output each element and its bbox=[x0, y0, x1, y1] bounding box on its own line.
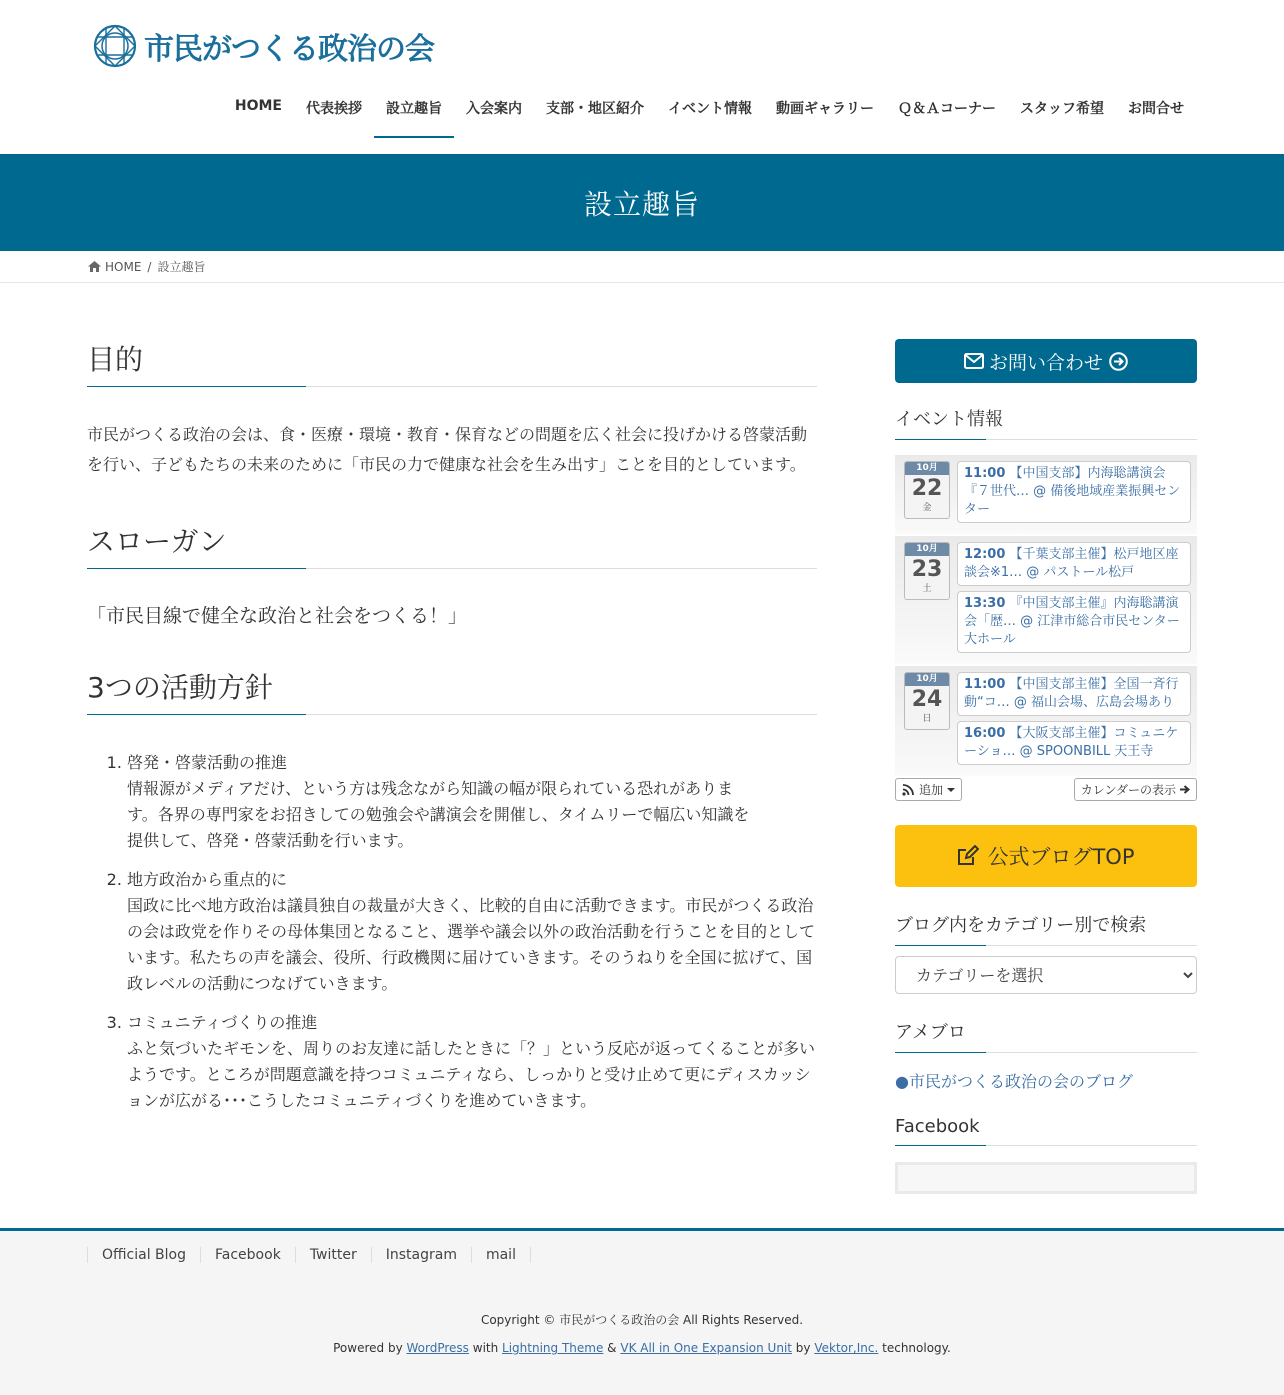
purpose-heading: 目的 bbox=[87, 338, 817, 387]
date-weekday: 金 bbox=[922, 503, 932, 513]
event-item[interactable] bbox=[957, 591, 1191, 653]
powered-text: by bbox=[791, 1341, 815, 1355]
envelope-icon bbox=[964, 353, 984, 369]
nav-item-home[interactable]: HOME bbox=[234, 98, 282, 114]
nav-item-qa[interactable]: Ｑ＆Ａコーナー bbox=[898, 101, 996, 117]
date-month: 10月 bbox=[905, 543, 949, 556]
nav-item-join[interactable]: 入会案内 bbox=[466, 101, 522, 117]
logo-text: 市民がつくる政治の会 bbox=[144, 32, 434, 67]
policy-item bbox=[127, 750, 817, 854]
date-box bbox=[904, 542, 950, 600]
powered-text: technology. bbox=[878, 1341, 951, 1355]
event-day bbox=[895, 455, 1197, 534]
site-header bbox=[0, 0, 1284, 154]
event-time: 12:00 bbox=[964, 547, 1006, 562]
event-calendar bbox=[895, 455, 1197, 801]
event-time: 13:30 bbox=[964, 596, 1006, 611]
policy-heading: 3つの活動方針 bbox=[87, 666, 817, 715]
date-month: 10月 bbox=[905, 673, 949, 686]
event-time: 11:00 bbox=[964, 677, 1006, 692]
caret-down-icon bbox=[947, 787, 955, 793]
powered-text: & bbox=[603, 1341, 621, 1355]
page-header bbox=[0, 154, 1284, 251]
contact-button-label: お問い合わせ bbox=[988, 351, 1103, 374]
breadcrumb bbox=[0, 251, 1284, 283]
facebook-widget-title: Facebook bbox=[895, 1116, 1197, 1146]
event-item[interactable] bbox=[957, 672, 1191, 716]
ameblo-widget-title: アメブロ bbox=[895, 1018, 1197, 1053]
lightning-theme-link[interactable]: Lightning Theme bbox=[502, 1341, 604, 1355]
event-text: 『中国支部主催』内海聡講演会「歴… @ 江津市総合市民センター大ホール bbox=[964, 596, 1180, 647]
page-title: 設立趣旨 bbox=[583, 187, 700, 221]
purpose-text: 市民がつくる政治の会は、食・医療・環境・教育・保育などの問題を広く社会に投げかける啓蒙活動を行い、子どもたちの未来のために「市民の力で健康な社会を生み出す」ことを目的としています。 bbox=[87, 425, 808, 474]
add-feed-button[interactable] bbox=[895, 778, 962, 801]
event-list bbox=[957, 542, 1191, 658]
nav-item-events[interactable]: イベント情報 bbox=[668, 101, 752, 117]
event-text: 【千葉支部主催】松戸地区座談会※1… @ パストール松戸 bbox=[964, 547, 1179, 580]
event-item[interactable] bbox=[957, 542, 1191, 586]
event-time: 11:00 bbox=[964, 466, 1006, 481]
nav-item-branches[interactable]: 支部・地区紹介 bbox=[546, 101, 644, 117]
site-logo[interactable] bbox=[92, 22, 434, 70]
policy-item bbox=[127, 867, 817, 997]
event-text: 【中国支部主催】全国一斉行動“コ… @ 福山会場、広島会場あり bbox=[964, 677, 1179, 710]
nav-item-greeting[interactable]: 代表挨拶 bbox=[306, 101, 362, 117]
date-day: 22 bbox=[911, 476, 943, 501]
event-list bbox=[957, 461, 1191, 528]
official-blog-button[interactable] bbox=[895, 825, 1197, 887]
vk-expansion-link[interactable]: VK All in One Expansion Unit bbox=[620, 1341, 792, 1355]
sidebar bbox=[895, 339, 1197, 1194]
category-select[interactable] bbox=[895, 956, 1197, 994]
event-text: 【大阪支部主催】コミュニケーショ… @ SPOONBILL 天王寺 bbox=[964, 726, 1179, 759]
show-calendar-button[interactable] bbox=[1074, 778, 1197, 801]
arrow-right-icon bbox=[1179, 784, 1190, 795]
event-list bbox=[957, 672, 1191, 770]
date-box bbox=[904, 672, 950, 730]
policy-item-heading: 3. コミュニティづくりの推進 bbox=[127, 1013, 318, 1032]
event-day bbox=[895, 536, 1197, 664]
date-day: 24 bbox=[911, 687, 943, 712]
slogan-text: 「市民目線で健全な政治と社会をつくる！」 bbox=[87, 605, 468, 627]
footer-link-blog[interactable]: Official Blog bbox=[87, 1247, 200, 1263]
nav-item-staff[interactable]: スタッフ希望 bbox=[1020, 101, 1104, 117]
policy-list bbox=[87, 750, 817, 1114]
breadcrumb-home[interactable]: HOME bbox=[105, 259, 142, 274]
footer-link-twitter[interactable]: Twitter bbox=[295, 1247, 371, 1263]
powered-by bbox=[0, 1341, 1284, 1355]
contact-button[interactable] bbox=[895, 339, 1197, 383]
event-item[interactable] bbox=[957, 721, 1191, 765]
official-blog-label: 公式ブログTOP bbox=[987, 845, 1135, 869]
wordpress-link[interactable]: WordPress bbox=[406, 1341, 469, 1355]
add-feed-label: 追加 bbox=[919, 783, 944, 797]
main-content bbox=[87, 338, 817, 1127]
event-day bbox=[895, 666, 1197, 776]
show-calendar-label: カレンダーの表示 bbox=[1080, 783, 1176, 797]
date-weekday: 土 bbox=[922, 584, 932, 594]
nav-item-purpose[interactable]: 設立趣旨 bbox=[374, 86, 454, 138]
vektor-link[interactable]: Vektor,Inc. bbox=[814, 1341, 879, 1355]
global-nav bbox=[223, 86, 1196, 138]
event-time: 16:00 bbox=[964, 726, 1006, 741]
site-footer bbox=[0, 1228, 1284, 1395]
breadcrumb-separator: / bbox=[147, 259, 152, 274]
policy-item-heading: 2. 地方政治から重点的に bbox=[127, 870, 288, 889]
category-widget-title: ブログ内をカテゴリー別で検索 bbox=[895, 911, 1197, 946]
events-widget-title: イベント情報 bbox=[895, 405, 1197, 440]
powered-text: with bbox=[468, 1341, 503, 1355]
breadcrumb-current: 設立趣旨 bbox=[157, 260, 206, 274]
calendar-tools bbox=[895, 778, 1197, 801]
date-box bbox=[904, 461, 950, 519]
footer-nav bbox=[87, 1247, 1284, 1263]
footer-link-mail[interactable]: mail bbox=[471, 1247, 531, 1263]
slogan-heading: スローガン bbox=[87, 520, 817, 569]
event-text: 【中国支部】内海聡講演会『７世代… @ 備後地域産業振興センター bbox=[964, 466, 1181, 517]
policy-item-body: ふと気づいたギモンを、周りのお友達に話したときに「？」という反応が返ってくることが多いようです。ところが問題意識を持つコミュニティなら、しっかりと受け止めて更にディスカッションが広がる･･･こうしたコミュニティづくりを進めていきます。 bbox=[127, 1039, 816, 1110]
policy-item bbox=[127, 1010, 817, 1114]
rss-icon bbox=[902, 784, 914, 796]
home-icon bbox=[88, 261, 101, 272]
footer-link-instagram[interactable]: Instagram bbox=[371, 1247, 471, 1263]
arrow-circle-right-icon bbox=[1109, 352, 1128, 371]
date-month: 10月 bbox=[905, 462, 949, 475]
nav-item-videos[interactable]: 動画ギャラリー bbox=[776, 101, 874, 117]
ameblo-link[interactable]: ●市民がつくる政治の会のブログ bbox=[895, 1072, 1133, 1091]
edit-icon bbox=[957, 845, 979, 867]
footer-link-facebook[interactable]: Facebook bbox=[200, 1247, 295, 1263]
facebook-embed bbox=[895, 1162, 1197, 1194]
copyright: Copyright © 市民がつくる政治の会 All Rights Reserved. bbox=[480, 1313, 804, 1327]
powered-text: Powered by bbox=[333, 1341, 407, 1355]
policy-item-heading: 1. 啓発・啓蒙活動の推進 bbox=[127, 753, 288, 772]
date-weekday: 日 bbox=[922, 714, 932, 724]
logo-icon bbox=[92, 23, 138, 69]
policy-item-body: 情報源がメディアだけ、という方は残念ながら知識の幅が限られている恐れがあります。各界の専門家をお招きしての勉強会や講演会を開催し、タイムリーで幅広い知識を提供して、啓発・啓蒙活動を行います。 bbox=[127, 779, 750, 850]
policy-item-body: 国政に比べ地方政治は議員独自の裁量が大きく、比較的自由に活動できます。市民がつくる政治の会は政党を作りその母体集団となること、選挙や議会以外の政治活動を行うことを目的としています。私たちの声を議会、役所、行政機関に届けていきます。そのうねりを全国に拡げて、国政レベルの活動につなげていきます。 bbox=[127, 896, 816, 993]
event-item[interactable] bbox=[957, 461, 1191, 523]
nav-item-contact[interactable]: お問合せ bbox=[1128, 101, 1184, 117]
date-day: 23 bbox=[911, 557, 943, 582]
